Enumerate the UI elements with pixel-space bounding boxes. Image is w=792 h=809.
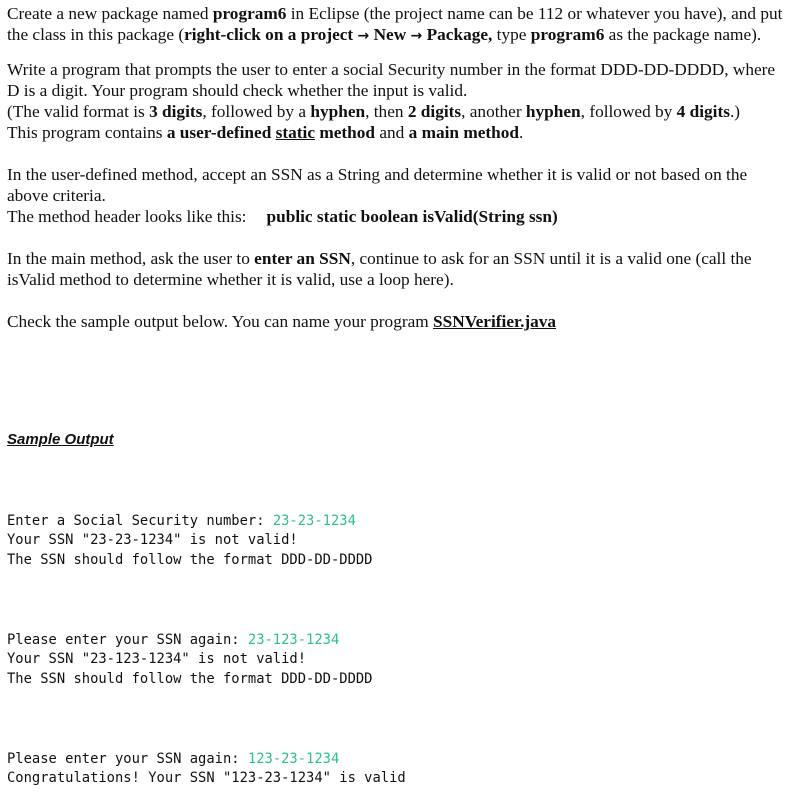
text-run: .) — [729, 102, 741, 121]
text-run-bold: a main method — [408, 123, 520, 142]
console-output-line: Your SSN "23-123-1234" is not valid! — [7, 651, 307, 668]
menu-step-package: Package, — [422, 25, 493, 44]
package-instructions — [7, 3, 787, 47]
method-description-text: In the user-defined method, accept an SSN as a String and determine whether it is valid or not based on the above criteria. — [7, 165, 748, 205]
method-header-code: public static boolean isValid(String ssn) — [266, 207, 558, 226]
main-method-description — [7, 248, 787, 290]
menu-step-new: New — [369, 25, 411, 44]
sample-output-intro — [7, 311, 787, 332]
text-run: , followed by a — [202, 102, 311, 121]
text-run: in Eclipse (the project name can be 112 or whatever you have), and put the class in this package ( — [7, 4, 783, 44]
text-run: Create a new package named — [7, 4, 213, 23]
console-exchange — [7, 512, 406, 571]
text-run-bold: a user-defined — [166, 123, 276, 142]
assignment-instructions — [7, 3, 787, 332]
text-run-bold: hyphen — [525, 102, 581, 121]
text-run: , another — [461, 102, 526, 121]
static-keyword: static — [275, 123, 315, 142]
console-user-input: 23-23-1234 — [272, 512, 356, 529]
text-run: . — [519, 123, 524, 142]
text-run-bold: 2 digits — [407, 102, 462, 121]
console-output-line: The SSN should follow the format DDD-DD-DDDD — [7, 671, 373, 688]
text-run-bold: method — [315, 123, 376, 142]
text-run-bold: hyphen — [310, 102, 366, 121]
text-run: , then — [365, 102, 408, 121]
text-run-bold: 3 digits — [149, 102, 203, 121]
right-arrow-icon: → — [357, 28, 370, 44]
text-run: , continue to ask for an SSN until it is a valid one (call the isValid method to determine whether it is valid, use a loop here). — [7, 249, 752, 289]
console-exchange — [7, 750, 406, 790]
text-run-bold: enter an SSN — [254, 249, 351, 268]
text-run: Check the sample output below. You can name your program — [7, 312, 434, 331]
console-output-line: Congratulations! Your SSN "123-23-1234" is valid — [7, 770, 406, 787]
method-header-label: The method header looks like this: — [7, 207, 247, 226]
methods-summary-text — [7, 122, 787, 143]
console-user-input: 23-123-1234 — [247, 631, 340, 648]
text-run: as the package name). — [604, 25, 762, 44]
console-prompt: Please enter your SSN again: — [7, 631, 248, 648]
console-output-line: Your SSN "23-23-1234" is not valid! — [7, 532, 298, 549]
text-run: and — [375, 123, 409, 142]
text-run: type — [492, 25, 531, 44]
sample-output-heading: Sample Output — [7, 431, 114, 448]
program-description-text: Write a program that prompts the user to enter a social Security number in the format DDD-DD-DDDD, where D is a digit. Your program should check whether the input is valid. — [7, 60, 776, 100]
console-prompt-line — [7, 512, 406, 532]
right-arrow-icon: → — [410, 28, 423, 44]
method-description — [7, 164, 787, 227]
console-prompt-line — [7, 750, 406, 770]
sample-output-console — [7, 472, 406, 809]
text-run: (The valid format is — [7, 102, 150, 121]
program-file-name: SSNVerifier.java — [433, 312, 557, 331]
text-run: In the main method, ask the user to — [7, 249, 255, 268]
menu-step-project: right-click on a project — [184, 25, 354, 44]
valid-format-text — [7, 101, 787, 122]
text-run: , followed by — [580, 102, 677, 121]
console-output-line: The SSN should follow the format DDD-DD-DDDD — [7, 552, 373, 569]
text-run-bold: 4 digits — [676, 102, 730, 121]
package-name: program6 — [530, 25, 605, 44]
text-run: This program contains — [7, 123, 167, 142]
console-prompt-line — [7, 631, 406, 651]
console-exchange — [7, 631, 406, 690]
package-name: program6 — [212, 4, 287, 23]
console-user-input: 123-23-1234 — [247, 750, 340, 767]
method-header-line — [7, 206, 787, 227]
console-prompt: Enter a Social Security number: — [7, 512, 273, 529]
console-prompt: Please enter your SSN again: — [7, 750, 248, 767]
program-description — [7, 59, 787, 143]
